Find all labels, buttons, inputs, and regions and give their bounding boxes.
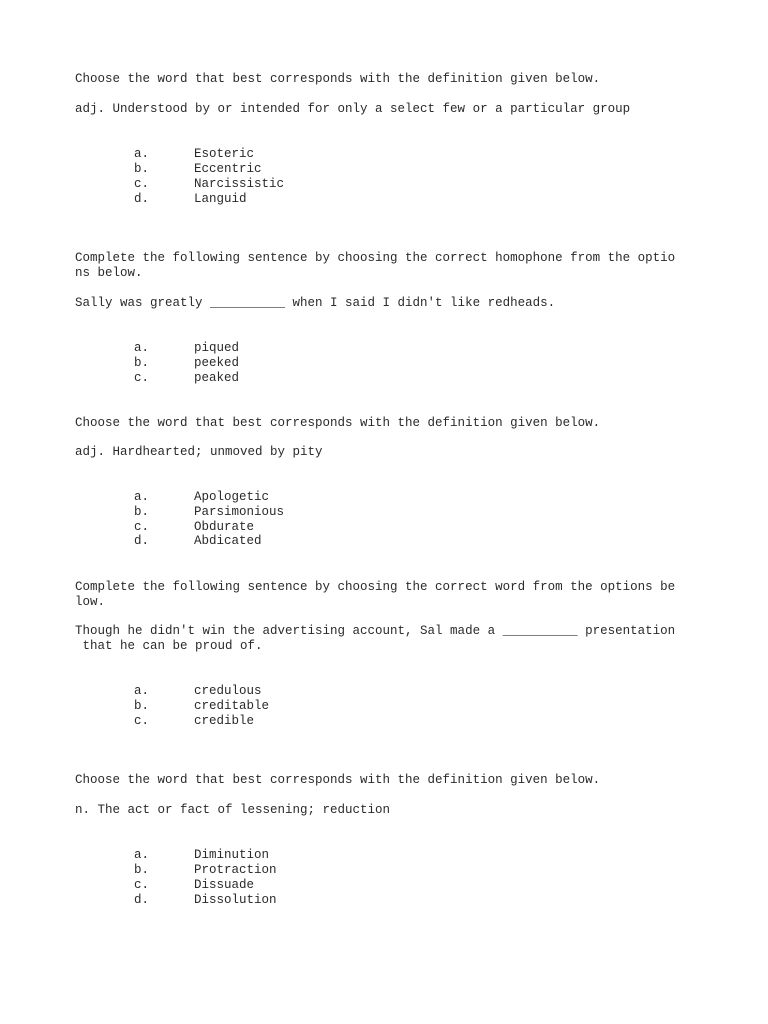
question-prompt: that he can be proud of. — [75, 639, 263, 653]
question-prompt: n. The act or fact of lessening; reduction — [75, 803, 391, 817]
question-instruction: Complete the following sentence by choosing the correct word from the options be — [75, 580, 676, 594]
option-letter: c. — [134, 520, 150, 534]
option-letter: c. — [134, 371, 150, 385]
option-letter: b. — [134, 863, 150, 877]
question-instruction: Choose the word that best corresponds with the definition given below. — [75, 416, 601, 430]
option-text: peeked — [194, 356, 240, 370]
option-letter: a. — [134, 684, 150, 698]
question-prompt: adj. Hardhearted; unmoved by pity — [75, 445, 323, 459]
question-instruction: Choose the word that best corresponds with the definition given below. — [75, 773, 601, 787]
option-letter: a. — [134, 490, 150, 504]
option-letter: b. — [134, 356, 150, 370]
option-letter: c. — [134, 177, 150, 191]
question-prompt: Though he didn't win the advertising account, Sal made a __________ presentation — [75, 624, 676, 638]
option-text: Eccentric — [194, 162, 262, 176]
option-letter: b. — [134, 505, 150, 519]
option-text: Dissuade — [194, 878, 255, 892]
option-text: credulous — [194, 684, 262, 698]
option-letter: d. — [134, 893, 150, 907]
option-text: Diminution — [194, 848, 270, 862]
option-text: Languid — [194, 192, 247, 206]
option-letter: d. — [134, 534, 150, 548]
option-text: Parsimonious — [194, 505, 285, 519]
option-text: piqued — [194, 341, 240, 355]
option-text: Obdurate — [194, 520, 255, 534]
option-letter: b. — [134, 699, 150, 713]
question-instruction: Choose the word that best corresponds with the definition given below. — [75, 72, 601, 86]
option-letter: a. — [134, 147, 150, 161]
option-letter: c. — [134, 878, 150, 892]
option-letter: d. — [134, 192, 150, 206]
question-prompt: Sally was greatly __________ when I said I didn't like redheads. — [75, 296, 556, 310]
question-instruction: ns below. — [75, 266, 143, 280]
option-text: Dissolution — [194, 893, 277, 907]
option-text: Esoteric — [194, 147, 255, 161]
option-text: Protraction — [194, 863, 277, 877]
option-text: Apologetic — [194, 490, 270, 504]
option-text: Narcissistic — [194, 177, 285, 191]
option-letter: a. — [134, 341, 150, 355]
option-text: creditable — [194, 699, 270, 713]
option-letter: a. — [134, 848, 150, 862]
option-text: credible — [194, 714, 255, 728]
question-instruction: low. — [75, 595, 106, 609]
option-letter: b. — [134, 162, 150, 176]
question-prompt: adj. Understood by or intended for only a select few or a particular group — [75, 102, 631, 116]
option-letter: c. — [134, 714, 150, 728]
question-instruction: Complete the following sentence by choosing the correct homophone from the optio — [75, 251, 676, 265]
option-text: peaked — [194, 371, 240, 385]
option-text: Abdicated — [194, 534, 262, 548]
